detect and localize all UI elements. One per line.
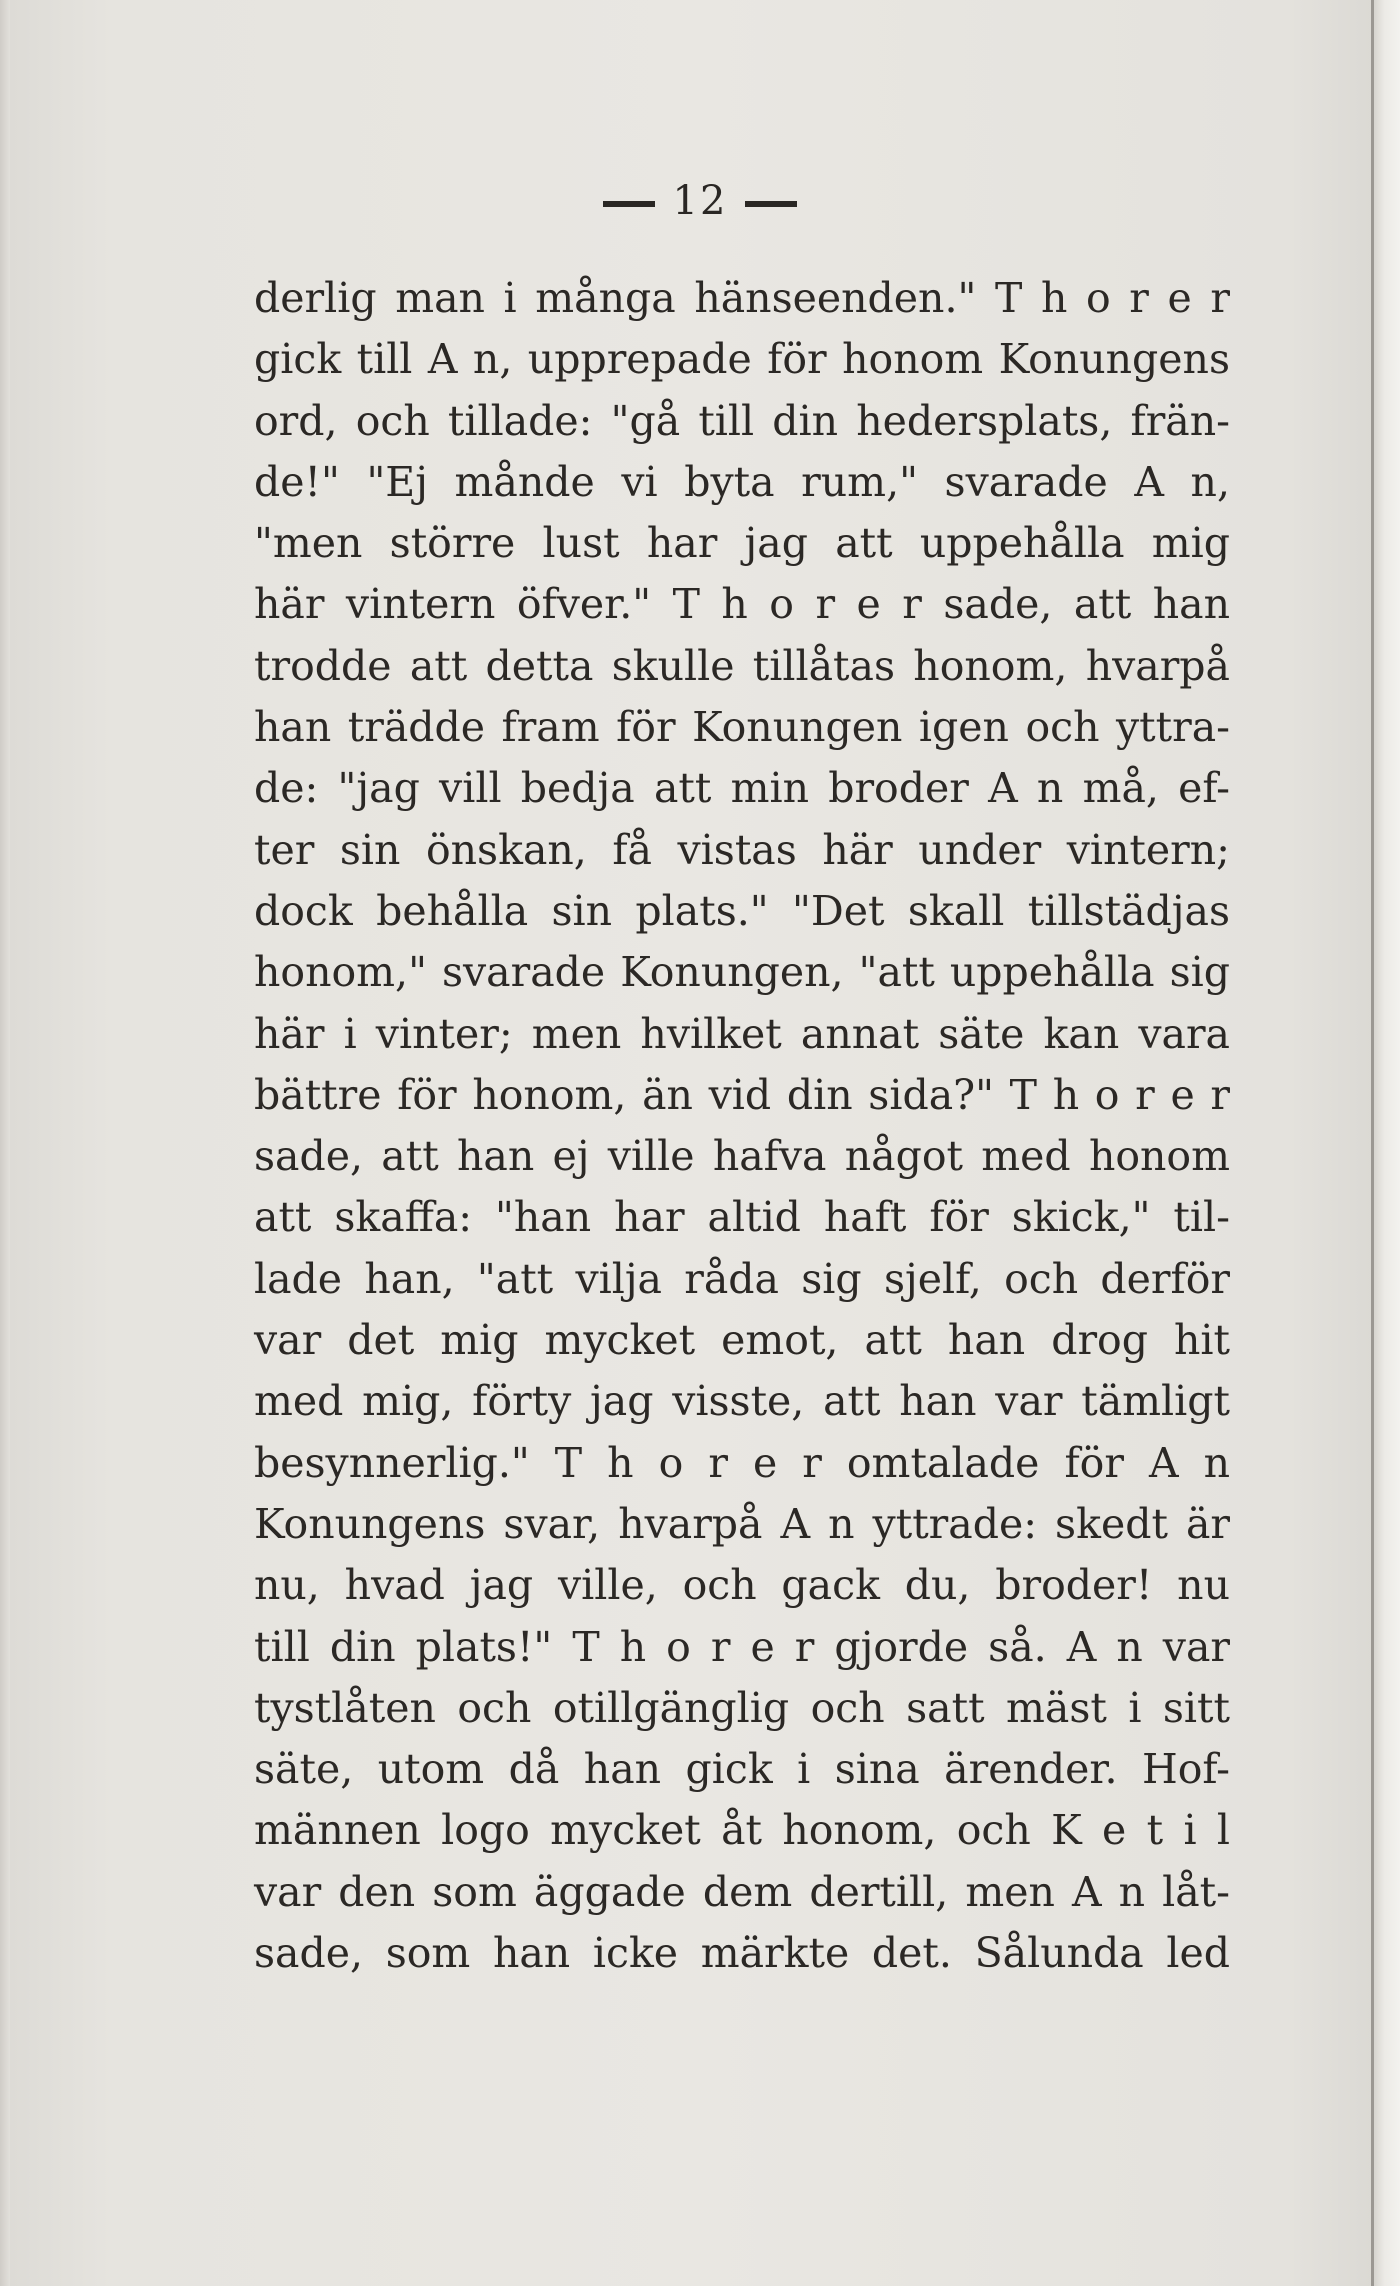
- text-line: derlig man i många hänseenden." T h o r e r: [254, 274, 1230, 322]
- text-line: Konungens svar, hvarpå A n yttrade: skedt är: [254, 1499, 1230, 1548]
- text-line: honom," svarade Konungen, "att uppehålla sig: [254, 948, 1230, 997]
- body-text: [254, 268, 1230, 1984]
- text-line: han trädde fram för Konungen igen och yttra-: [254, 703, 1230, 752]
- text-line: ter sin önskan, få vistas här under vintern;: [254, 825, 1230, 874]
- page-left-edge: [0, 0, 10, 2286]
- text-line: lade han, "att vilja råda sig sjelf, och derför: [254, 1254, 1230, 1303]
- text-line: tystlåten och otillgänglig och satt mäst i sitt: [254, 1683, 1230, 1732]
- text-line: var den som äggade dem dertill, men A n låt-: [254, 1867, 1230, 1916]
- page-number-header: [0, 178, 1400, 224]
- text-line: sade, att han ej ville hafva något med honom: [254, 1132, 1230, 1181]
- dash-left-decoration: [603, 201, 655, 207]
- text-line: dock behålla sin plats." "Det skall tillstädjas: [254, 886, 1230, 935]
- text-line: trodde att detta skulle tillåtas honom, hvarpå: [254, 641, 1230, 690]
- text-line: gick till A n, upprepade för honom Konungens: [254, 335, 1230, 384]
- text-line: säte, utom då han gick i sina ärender. Hof-: [254, 1745, 1230, 1794]
- page-right-edge: [1371, 0, 1400, 2286]
- text-line: männen logo mycket åt honom, och K e t i l: [254, 1806, 1230, 1855]
- text-line: att skaffa: "han har altid haft för skick," til-: [254, 1193, 1230, 1242]
- text-line: besynnerlig." T h o r e r omtalade för A n: [254, 1438, 1230, 1487]
- page-number: 12: [672, 178, 728, 224]
- text-line: med mig, förty jag visste, att han var tämligt: [254, 1377, 1230, 1426]
- text-line: bättre för honom, än vid din sida?" T h o r e r: [254, 1070, 1230, 1119]
- dash-right-decoration: [745, 201, 797, 207]
- text-line: var det mig mycket emot, att han drog hit: [254, 1316, 1230, 1365]
- text-line: de!" "Ej månde vi byta rum," svarade A n,: [254, 457, 1230, 506]
- text-line: nu, hvad jag ville, och gack du, broder! nu: [254, 1561, 1230, 1610]
- text-line: sade, som han icke märkte det. Sålunda led: [254, 1929, 1230, 1978]
- text-line: ord, och tillade: "gå till din hedersplats, frän-: [254, 396, 1230, 445]
- text-line: "men större lust har jag att uppehålla mig: [254, 519, 1230, 568]
- text-line: de: "jag vill bedja att min broder A n må, ef-: [254, 764, 1230, 813]
- text-line: här vintern öfver." T h o r e r sade, att han: [254, 580, 1230, 629]
- text-line: här i vinter; men hvilket annat säte kan vara: [254, 1009, 1230, 1058]
- text-line: till din plats!" T h o r e r gjorde så. A n var: [254, 1622, 1230, 1671]
